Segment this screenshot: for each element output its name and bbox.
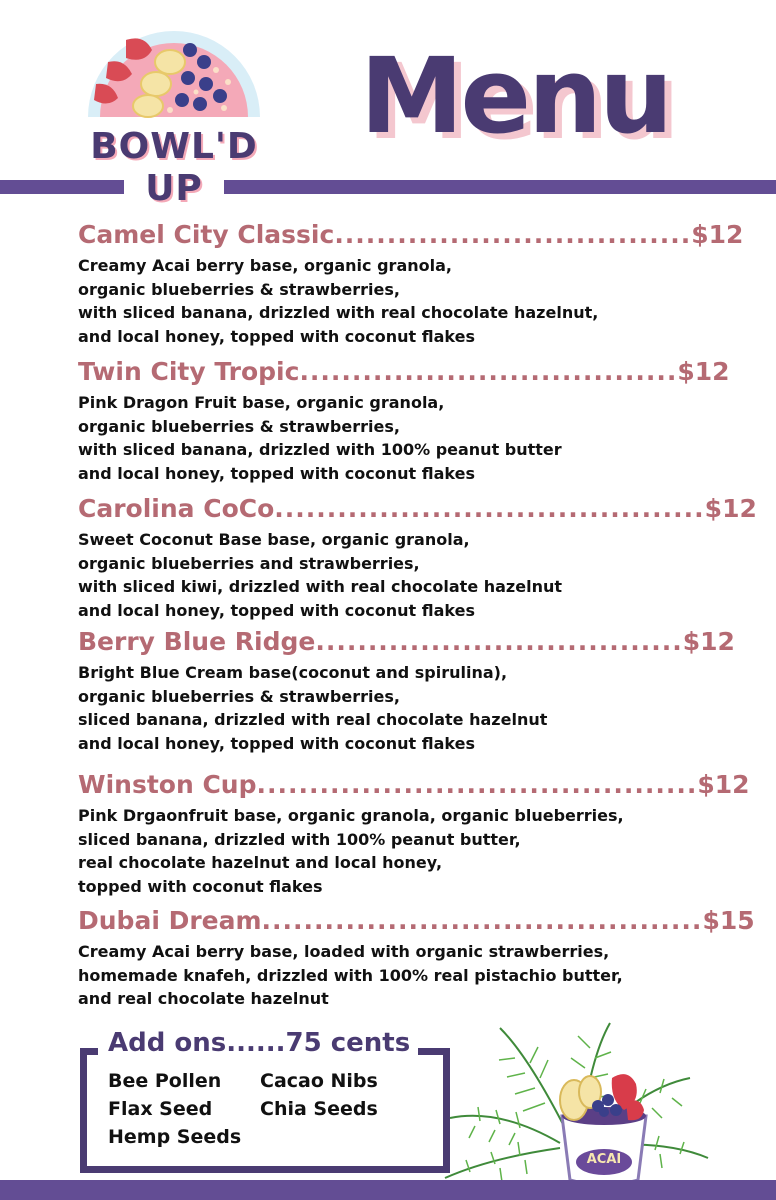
addon-item: Chia Seeds xyxy=(260,1098,378,1120)
brand-name-line2: UP xyxy=(145,168,203,209)
addon-item: Hemp Seeds xyxy=(108,1126,242,1148)
item-name: Camel City Classic xyxy=(78,220,335,249)
item-leader-dots: .................................. xyxy=(334,220,692,249)
addon-item: Cacao Nibs xyxy=(260,1070,378,1092)
header-divider-left xyxy=(0,180,124,194)
menu-item xyxy=(78,906,755,1011)
addon-item: Flax Seed xyxy=(108,1098,213,1120)
palm-leaves-icon xyxy=(440,1018,710,1188)
item-price: $12 xyxy=(697,770,750,799)
item-name: Winston Cup xyxy=(78,770,257,799)
page-title: Menu xyxy=(360,35,671,157)
header-divider-right xyxy=(224,180,776,194)
menu-item xyxy=(78,220,744,348)
footer-bar xyxy=(0,1180,776,1200)
item-description: Creamy Acai berry base, loaded with organic strawberries, homemade knafeh, drizzled with 100% real pistachio butter, and real chocolate hazelnut xyxy=(78,942,623,1008)
item-name: Carolina CoCo xyxy=(78,494,275,523)
menu-item xyxy=(78,770,750,898)
item-description: Bright Blue Cream base(coconut and spirulina), organic blueberries & strawberries, sliced banana, drizzled with real chocolate hazelnut and local honey, topped with coconut flakes xyxy=(78,663,548,753)
item-name: Dubai Dream xyxy=(78,906,262,935)
addon-item: Bee Pollen xyxy=(108,1070,222,1092)
item-price: $12 xyxy=(682,627,735,656)
item-description: Pink Dragon Fruit base, organic granola, organic blueberries & strawberries, with sliced banana, drizzled with 100% peanut butter and local honey, topped with coconut flakes xyxy=(78,393,562,483)
item-price: $12 xyxy=(704,494,757,523)
item-price: $12 xyxy=(677,357,730,386)
addons-border-cap xyxy=(80,1048,98,1055)
bowl-label: ACAI xyxy=(586,1152,622,1167)
item-description: Creamy Acai berry base, organic granola, organic blueberries & strawberries, with sliced banana, drizzled with real chocolate hazelnut, and local honey, topped with coconut flakes xyxy=(78,256,599,346)
menu-item xyxy=(78,357,730,485)
menu-item xyxy=(78,494,757,622)
smoothie-bowl-icon xyxy=(78,22,270,142)
item-price: $12 xyxy=(691,220,744,249)
item-name: Twin City Tropic xyxy=(78,357,300,386)
item-leader-dots: ................................... xyxy=(315,627,683,656)
item-description: Pink Drgaonfruit base, organic granola, organic blueberries, sliced banana, drizzled with 100% peanut butter, real chocolate hazelnut and local honey, topped with coconut flakes xyxy=(78,806,624,896)
acai-bowl-illustration xyxy=(440,1018,710,1188)
item-leader-dots: ......................................... xyxy=(274,494,705,523)
item-price: $15 xyxy=(702,906,755,935)
menu-item xyxy=(78,627,735,755)
addons-title: Add ons......75 cents xyxy=(108,1028,411,1058)
item-description: Sweet Coconut Base base, organic granola, organic blueberries and strawberries, with sliced kiwi, drizzled with real chocolate hazelnut and local honey, topped with coconut flakes xyxy=(78,530,563,620)
item-name: Berry Blue Ridge xyxy=(78,627,316,656)
item-leader-dots: .......................................... xyxy=(256,770,698,799)
item-leader-dots: .................................... xyxy=(299,357,678,386)
item-leader-dots: .......................................... xyxy=(261,906,703,935)
brand-name-line1: BOWL'D xyxy=(90,126,258,167)
